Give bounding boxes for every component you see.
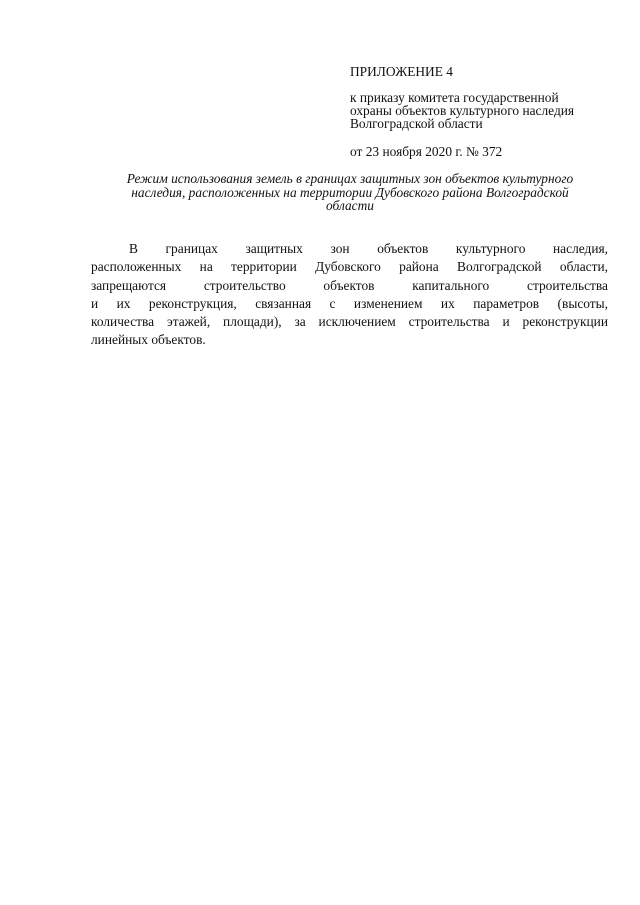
appendix-reference-line: охраны объектов культурного наследия — [350, 103, 575, 118]
heading-line: области — [326, 198, 374, 213]
body-line: В границах защитных зон объектов культурного наследия, — [129, 241, 608, 256]
appendix-reference-line: Волгоградской области — [350, 116, 483, 131]
body-line: расположенных на территории Дубовского района Волгоградской области, — [91, 259, 608, 275]
appendix-reference — [350, 91, 608, 130]
body-paragraph — [91, 240, 608, 350]
body-line: запрещаются строительство объектов капитального строительства — [91, 277, 608, 293]
document-heading — [91, 172, 609, 213]
appendix-date: от 23 ноября 2020 г. № 372 — [350, 144, 503, 159]
appendix-title: ПРИЛОЖЕНИЕ 4 — [350, 64, 453, 79]
appendix-reference-line: к приказу комитета государственной — [350, 90, 559, 105]
heading-line: наследия, расположенных на территории Дубовского района Волгоградской — [131, 184, 569, 200]
body-line: количества этажей, площади), за исключением строительства и реконструкции — [91, 314, 608, 330]
body-line: и их реконструкция, связанная с изменением их параметров (высоты, — [91, 295, 608, 311]
body-line: линейных объектов. — [91, 332, 206, 348]
heading-line: Режим использования земель в границах защитных зон объектов культурного — [126, 171, 574, 186]
